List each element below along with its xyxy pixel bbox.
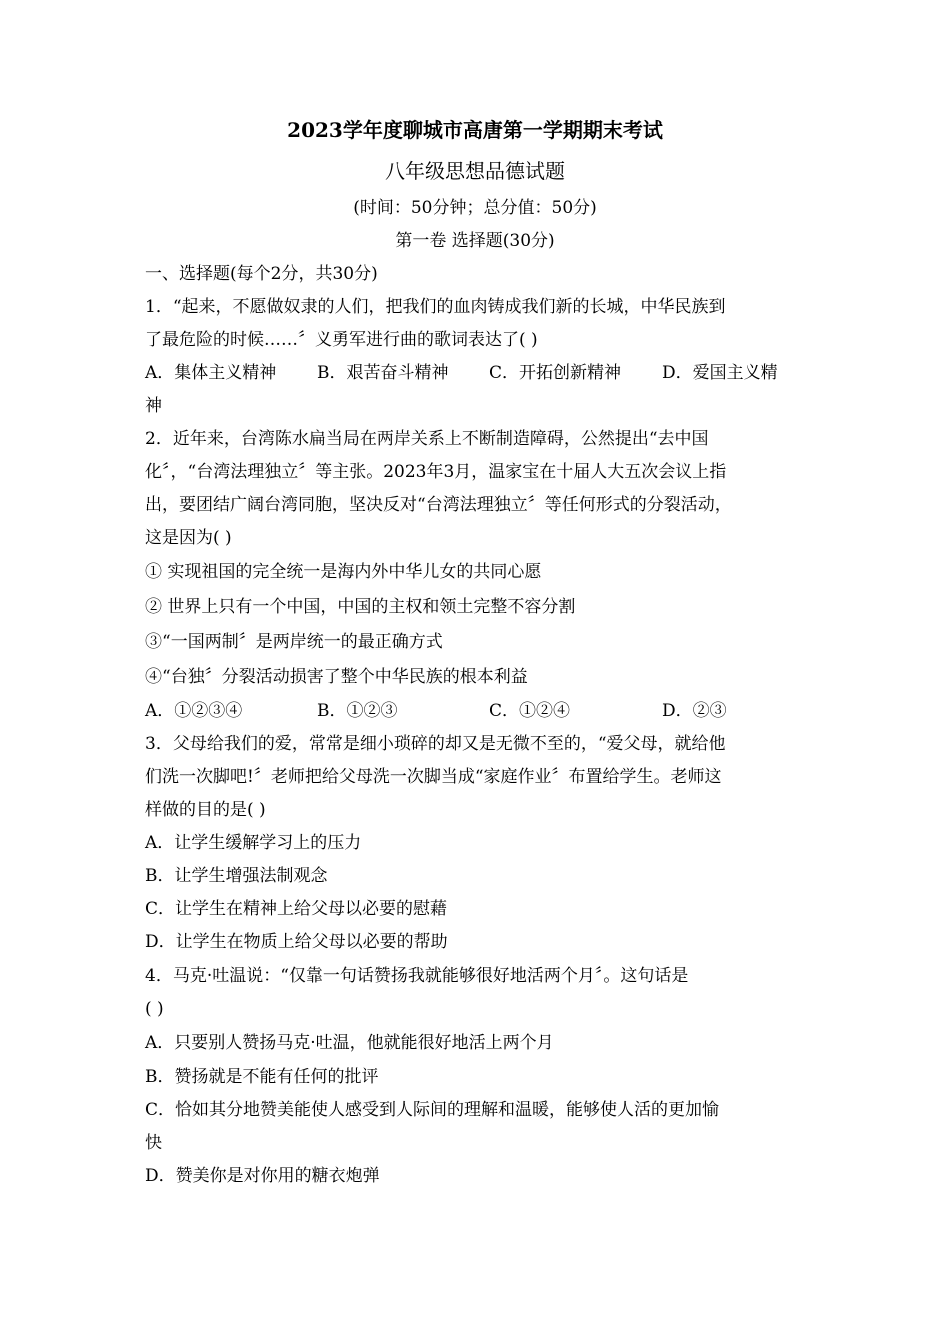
volume-title: 第一卷 选择题(30分) bbox=[395, 231, 555, 251]
q1-option-b: B．艰苦奋斗精神 bbox=[317, 363, 449, 383]
q3-option-d: D．让学生在物质上给父母以必要的帮助 bbox=[145, 932, 448, 952]
q2-option-b: B．①②③ bbox=[317, 701, 398, 721]
exam-title: 2023学年度聊城市高唐第一学期期末考试 bbox=[287, 118, 663, 142]
q3-line-2: 们洗一次脚吧!〞老师把给父母洗一次脚当成“家庭作业〞布置给学生。老师这 bbox=[145, 767, 722, 787]
q1-option-d: D．爱国主义精 bbox=[662, 363, 778, 383]
q2-line-4: 这是因为( ) bbox=[145, 528, 232, 548]
q1-option-a: A．集体主义精神 bbox=[145, 363, 277, 383]
q2-statement-1: ① 实现祖国的完全统一是海内外中华儿女的共同心愿 bbox=[145, 562, 542, 582]
q2-line-1: 2．近年来，台湾陈水扁当局在两岸关系上不断制造障碍，公然提出“去中国 bbox=[145, 429, 709, 449]
q4-line-2: ( ) bbox=[145, 999, 164, 1019]
q4-line-1: 4．马克·吐温说：“仅靠一句话赞扬我就能够很好地活两个月〞。这句话是 bbox=[145, 966, 689, 986]
q2-option-a: A．①②③④ bbox=[145, 701, 243, 721]
q1-line-1: 1．“起来，不愿做奴隶的人们，把我们的血肉铸成我们新的长城，中华民族到 bbox=[145, 297, 726, 317]
q1-option-c: C．开拓创新精神 bbox=[489, 363, 622, 383]
q2-line-3: 出，要团结广阔台湾同胞，坚决反对“台湾法理独立〞等任何形式的分裂活动， bbox=[145, 495, 732, 515]
q3-option-a: A．让学生缓解学习上的压力 bbox=[145, 833, 362, 853]
time-info: (时间：50分钟；总分值：50分) bbox=[353, 198, 597, 218]
q2-statement-3: ③“一国两制〞是两岸统一的最正确方式 bbox=[145, 632, 443, 652]
exam-subtitle: 八年级思想品德试题 bbox=[385, 159, 565, 183]
q2-line-2: 化〞，“台湾法理独立〞等主张。2023年3月，温家宝在十届人大五次会议上指 bbox=[145, 462, 727, 482]
q3-option-c: C．让学生在精神上给父母以必要的慰藉 bbox=[145, 899, 448, 919]
q1-option-d-wrap: 神 bbox=[145, 396, 162, 416]
q4-option-c-wrap: 快 bbox=[145, 1133, 162, 1153]
q4-option-a: A．只要别人赞扬马克·吐温，他就能很好地活上两个月 bbox=[145, 1033, 554, 1053]
q2-statement-2: ② 世界上只有一个中国，中国的主权和领土完整不容分割 bbox=[145, 597, 576, 617]
q3-line-3: 样做的目的是( ) bbox=[145, 800, 266, 820]
q2-option-d: D．②③ bbox=[662, 701, 727, 721]
section-heading: 一、选择题(每个2分，共30分) bbox=[145, 264, 378, 284]
q3-line-1: 3．父母给我们的爱，常常是细小琐碎的却又是无微不至的，“爱父母，就给他 bbox=[145, 734, 726, 754]
q2-option-c: C．①②④ bbox=[489, 701, 571, 721]
q3-option-b: B．让学生增强法制观念 bbox=[145, 866, 328, 886]
q4-option-b: B．赞扬就是不能有任何的批评 bbox=[145, 1067, 379, 1087]
q1-line-2: 了最危险的时候……〞义勇军进行曲的歌词表达了( ) bbox=[145, 330, 538, 350]
q2-statement-4: ④“台独〞分裂活动损害了整个中华民族的根本利益 bbox=[145, 667, 528, 687]
q4-option-c: C．恰如其分地赞美能使人感受到人际间的理解和温暖，能够使人活的更加愉 bbox=[145, 1100, 720, 1120]
q4-option-d: D．赞美你是对你用的糖衣炮弹 bbox=[145, 1166, 380, 1186]
